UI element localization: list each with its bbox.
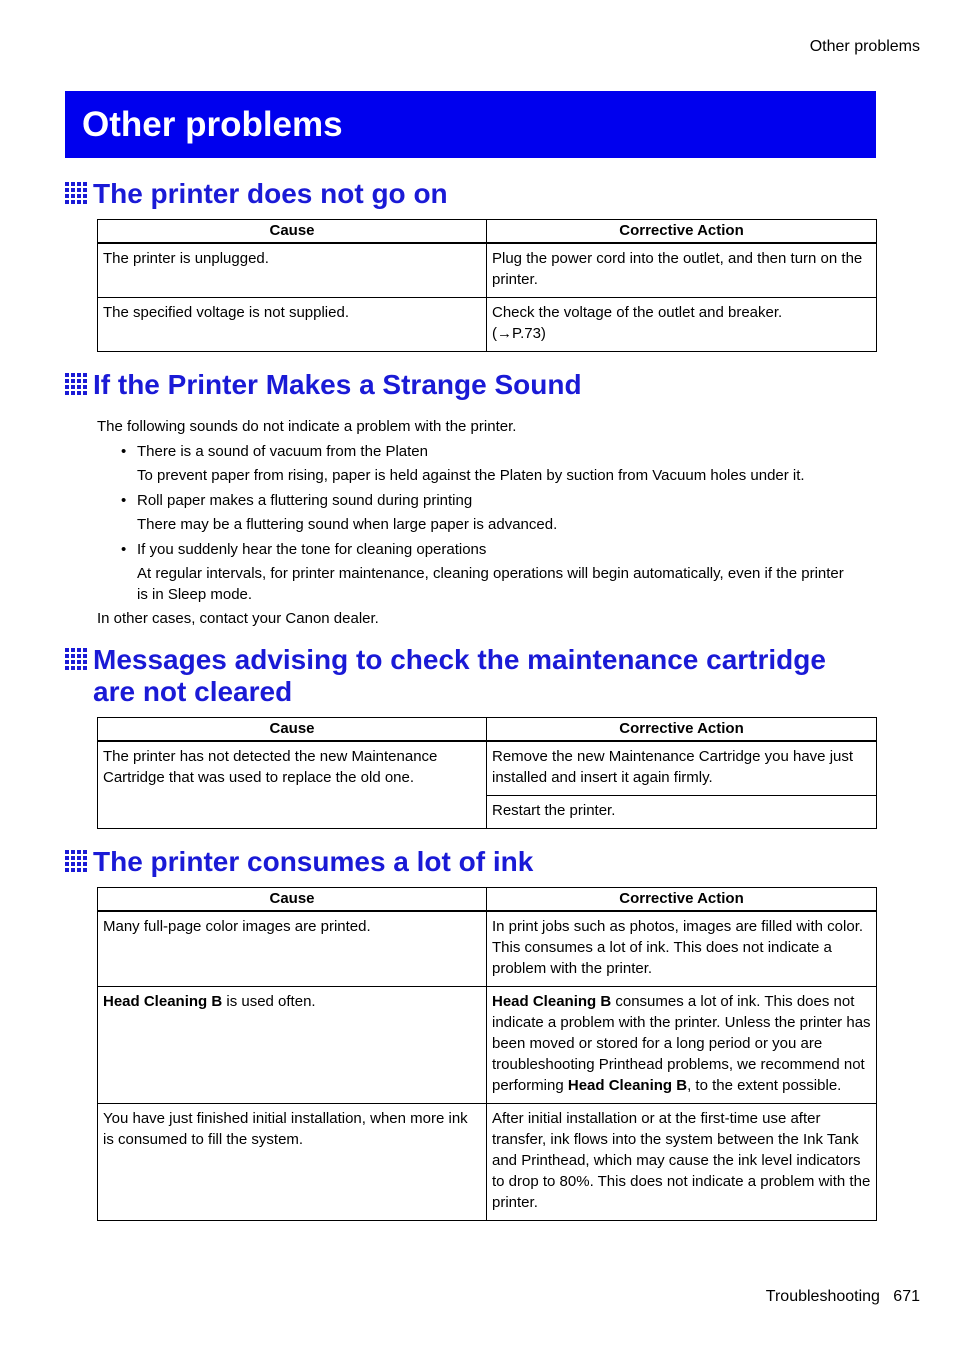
- cause-cell: The printer is unplugged.: [98, 243, 487, 298]
- bullet-text: Roll paper makes a fluttering sound during printing: [137, 492, 473, 509]
- cause-cell: [98, 987, 487, 1104]
- table-maintenance-cartridge: [97, 717, 877, 829]
- page-footer: [766, 1288, 920, 1306]
- cause-cell: The printer has not detected the new Maintenance Cartridge that was used to replace the old one.: [98, 741, 487, 829]
- table-row: [98, 298, 877, 352]
- intro-text: The following sounds do not indicate a problem with the printer.: [97, 418, 517, 435]
- header-action: Corrective Action: [487, 718, 877, 742]
- action-cell: In print jobs such as photos, images are filled with color. This consumes a lot of ink. This does not indicate a problem with the printer.: [487, 911, 877, 987]
- table-row: [98, 911, 877, 987]
- bullet-detail: To prevent paper from rising, paper is held against the Platen by suction from Vacuum holes under it.: [137, 467, 805, 484]
- page-reference-link[interactable]: (→P.73): [492, 325, 546, 342]
- action-text: consumes a lot of ink. This does not indicate a problem with the printer. Unless the printer has been moved or stored for a long period or you are troubleshooting Printhead problems, we recommend not performing: [492, 993, 871, 1094]
- header-action: Corrective Action: [487, 220, 877, 244]
- action-cell: Restart the printer.: [487, 796, 877, 829]
- section-title-line2: are not cleared: [93, 676, 293, 707]
- cause-text: is used often.: [222, 993, 316, 1010]
- bullet-marker: •: [121, 443, 127, 460]
- cause-cell: The specified voltage is not supplied.: [98, 298, 487, 352]
- grid-icon: [65, 373, 87, 395]
- page-title: Other problems: [65, 91, 876, 158]
- bullet-item: [121, 539, 486, 560]
- action-text: Check the voltage of the outlet and breaker.: [492, 304, 783, 321]
- cause-cell: Many full-page color images are printed.: [98, 911, 487, 987]
- table-header-row: [98, 718, 877, 742]
- outro-text: In other cases, contact your Canon dealer.: [97, 610, 379, 627]
- table-printer-not-on: [97, 219, 877, 352]
- action-bold: Head Cleaning B: [492, 993, 612, 1010]
- bullet-item: [121, 490, 472, 511]
- action-text: , to the extent possible.: [687, 1077, 842, 1094]
- table-row: [98, 1104, 877, 1221]
- section-title: The printer does not go on: [93, 178, 448, 209]
- header-cause: Cause: [98, 888, 487, 912]
- section-title: The printer consumes a lot of ink: [93, 846, 534, 877]
- table-row: [98, 243, 877, 298]
- header-cause: Cause: [98, 718, 487, 742]
- grid-icon: [65, 850, 87, 872]
- bullet-detail: There may be a fluttering sound when large paper is advanced.: [137, 516, 558, 533]
- bullet-marker: •: [121, 492, 127, 509]
- table-row: [98, 741, 877, 796]
- action-bold: Head Cleaning B: [567, 1077, 688, 1094]
- footer-chapter: Troubleshooting: [765, 1288, 880, 1305]
- bullet-marker: •: [121, 541, 127, 558]
- bullet-detail: At regular intervals, for printer maintenance, cleaning operations will begin automatically, even if the printer is in Sleep mode.: [137, 565, 844, 603]
- action-cell: [487, 298, 877, 352]
- table-header-row: [98, 220, 877, 244]
- cause-cell: You have just finished initial installation, when more ink is consumed to fill the system.: [98, 1104, 487, 1221]
- running-header: Other problems: [809, 38, 920, 55]
- bullet-text: There is a sound of vacuum from the Platen: [137, 443, 428, 460]
- action-cell: Plug the power cord into the outlet, and then turn on the printer.: [487, 243, 877, 298]
- table-consumes-ink: [97, 887, 877, 1221]
- bullet-item: [121, 441, 428, 462]
- action-cell: Remove the new Maintenance Cartridge you have just installed and insert it again firmly.: [487, 741, 877, 796]
- header-action: Corrective Action: [487, 888, 877, 912]
- section-heading-strange-sound: [65, 369, 582, 401]
- table-header-row: [98, 888, 877, 912]
- action-cell: [487, 987, 877, 1104]
- bullet-text: If you suddenly hear the tone for cleaning operations: [137, 541, 487, 558]
- table-row: [98, 987, 877, 1104]
- grid-icon: [65, 182, 87, 204]
- section-title: If the Printer Makes a Strange Sound: [93, 369, 582, 400]
- section-title-line1: Messages advising to check the maintenance cartridge: [93, 644, 826, 675]
- grid-icon: [65, 648, 87, 670]
- page-number: 671: [893, 1288, 920, 1305]
- section-heading-maintenance-cartridge: [65, 644, 826, 708]
- section-heading-printer-not-on: [65, 178, 448, 210]
- action-cell: After initial installation or at the first-time use after transfer, ink flows into the system between the Ink Tank and Printhead, which may cause the ink level indicators to drop to 80%. This does not indicate a problem with the printer.: [487, 1104, 877, 1221]
- section-heading-consumes-ink: [65, 846, 533, 878]
- cause-bold: Head Cleaning B: [103, 993, 223, 1010]
- header-cause: Cause: [98, 220, 487, 244]
